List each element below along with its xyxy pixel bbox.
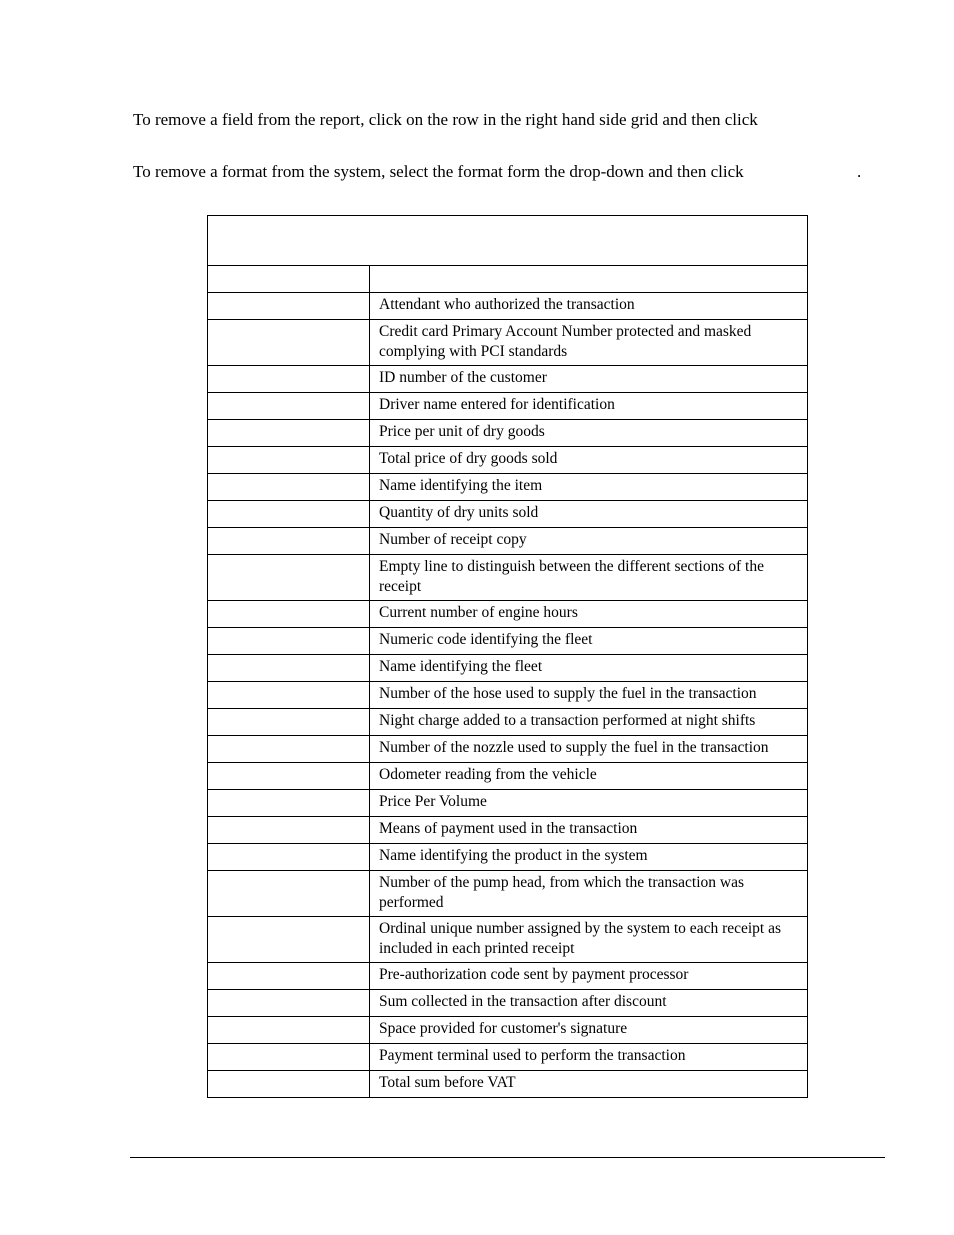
field-name-cell [208,1071,370,1098]
field-name-cell [208,1044,370,1071]
table-row [208,763,808,790]
table-row [208,844,808,871]
table-row [208,528,808,555]
field-description-cell: Driver name entered for identification [370,393,808,420]
table-row [208,917,808,963]
table-row [208,601,808,628]
field-description-cell: Space provided for customer's signature [370,1017,808,1044]
field-name-cell [208,628,370,655]
table-row [208,366,808,393]
table-row [208,655,808,682]
field-name-cell [208,917,370,963]
field-description-cell: Night charge added to a transaction performed at night shifts [370,709,808,736]
table-row [208,871,808,917]
table-row [208,963,808,990]
field-name-cell [208,393,370,420]
field-description-cell: Number of the pump head, from which the transaction was performed [370,871,808,917]
field-description-cell: Number of receipt copy [370,528,808,555]
field-description-cell: Credit card Primary Account Number protected and masked complying with PCI standards [370,320,808,366]
field-name-cell [208,682,370,709]
field-name-cell [208,293,370,320]
field-description-cell: Name identifying the fleet [370,655,808,682]
table-body [208,293,808,1098]
table-row [208,709,808,736]
field-description-cell: Current number of engine hours [370,601,808,628]
field-name-cell [208,763,370,790]
field-description-cell: Payment terminal used to perform the transaction [370,1044,808,1071]
table-row [208,420,808,447]
field-description-cell: Number of the nozzle used to supply the fuel in the transaction [370,736,808,763]
table-row [208,555,808,601]
field-description-cell: Ordinal unique number assigned by the system to each receipt as included in each printed receipt [370,917,808,963]
table-row [208,501,808,528]
field-name-cell [208,501,370,528]
field-description-cell: Sum collected in the transaction after discount [370,990,808,1017]
table-row [208,817,808,844]
table-row [208,447,808,474]
remove-field-instruction: To remove a field from the report, click on the row in the right hand side grid and then click [133,110,758,129]
remove-format-instruction: To remove a format from the system, select the format form the drop-down and then click [133,162,744,181]
table-row [208,736,808,763]
field-name-cell [208,844,370,871]
field-description-cell: Total sum before VAT [370,1071,808,1098]
field-description-cell: Attendant who authorized the transaction [370,293,808,320]
field-description-cell: Means of payment used in the transaction [370,817,808,844]
field-description-cell: Total price of dry goods sold [370,447,808,474]
table-row [208,1017,808,1044]
table-row [208,1044,808,1071]
table-row [208,1071,808,1098]
table-row [208,990,808,1017]
footer-divider [130,1157,885,1158]
field-description-cell: Number of the hose used to supply the fuel in the transaction [370,682,808,709]
header-description-column [370,266,808,293]
field-description-cell: Price per unit of dry goods [370,420,808,447]
field-name-cell [208,709,370,736]
table-header-row [208,266,808,293]
field-description-cell: Quantity of dry units sold [370,501,808,528]
field-name-cell [208,447,370,474]
table-caption [208,216,808,266]
field-name-cell [208,366,370,393]
field-description-cell: Name identifying the product in the system [370,844,808,871]
table-row [208,293,808,320]
receipt-fields-table [207,215,808,1098]
field-name-cell [208,736,370,763]
field-name-cell [208,790,370,817]
table-row [208,393,808,420]
field-description-cell: Price Per Volume [370,790,808,817]
field-name-cell [208,474,370,501]
field-description-cell: Name identifying the item [370,474,808,501]
field-name-cell [208,655,370,682]
field-description-cell: Empty line to distinguish between the different sections of the receipt [370,555,808,601]
table-caption-row [208,216,808,266]
field-description-cell: Odometer reading from the vehicle [370,763,808,790]
field-name-cell [208,320,370,366]
field-name-cell [208,963,370,990]
table-row [208,790,808,817]
table-row [208,474,808,501]
field-name-cell [208,1017,370,1044]
table-row [208,320,808,366]
header-field-column [208,266,370,293]
field-name-cell [208,528,370,555]
remove-format-instruction-end: . [857,162,862,181]
field-name-cell [208,817,370,844]
field-name-cell [208,601,370,628]
field-name-cell [208,990,370,1017]
field-description-cell: ID number of the customer [370,366,808,393]
field-name-cell [208,420,370,447]
field-name-cell [208,871,370,917]
field-name-cell [208,555,370,601]
table-row [208,628,808,655]
field-description-cell: Pre-authorization code sent by payment processor [370,963,808,990]
table-row [208,682,808,709]
field-description-cell: Numeric code identifying the fleet [370,628,808,655]
